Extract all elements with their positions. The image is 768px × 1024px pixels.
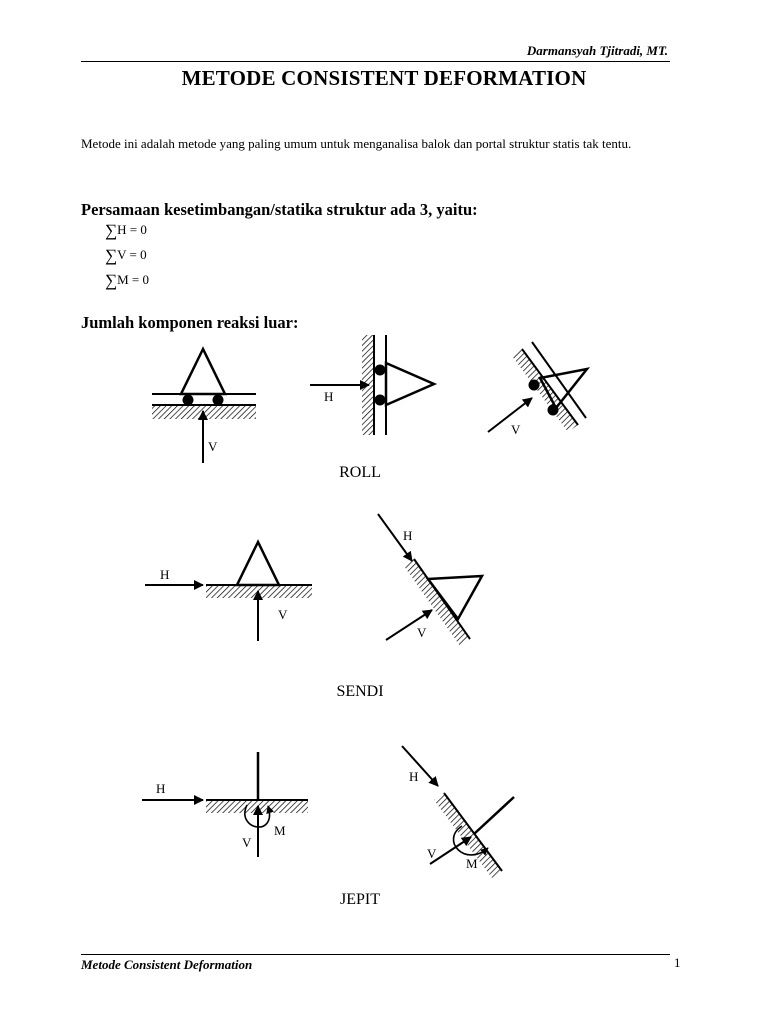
label-h: H [403, 528, 413, 543]
label-h: H [160, 567, 170, 582]
page-title: METODE CONSISTENT DEFORMATION [181, 66, 587, 90]
roll-support-vertical [310, 335, 434, 435]
pin-support-inclined [378, 514, 482, 646]
label-m: M [274, 823, 286, 838]
equation-text: V = 0 [117, 247, 147, 262]
label-v: V [511, 422, 521, 437]
label-v: V [208, 439, 218, 454]
fixed-support-horizontal [142, 752, 308, 857]
sigma-symbol: ∑ [105, 221, 118, 240]
footer-title: Metode Consistent Deformation [81, 957, 253, 972]
label-h: H [156, 781, 166, 796]
sigma-symbol: ∑ [105, 246, 118, 265]
author-name: Darmansyah Tjitradi, MT. [526, 43, 668, 58]
reactions-heading: Jumlah komponen reaksi luar: [81, 313, 299, 332]
caption-jepit: JEPIT [340, 891, 380, 908]
caption-roll: ROLL [339, 464, 381, 481]
roll-support-horizontal [152, 349, 256, 463]
label-m: M [466, 856, 478, 871]
footer-rule [81, 954, 670, 955]
equation-text: H = 0 [117, 222, 147, 237]
label-v: V [417, 625, 427, 640]
label-h: H [324, 389, 334, 404]
equilibrium-heading: Persamaan kesetimbangan/statika struktur ada 3, yaitu: [81, 200, 478, 219]
caption-sendi: SENDI [336, 683, 384, 700]
equation-text: M = 0 [117, 272, 150, 287]
roll-support-inclined [488, 342, 587, 437]
label-v: V [242, 835, 252, 850]
page-number: 1 [674, 955, 681, 970]
sigma-symbol: ∑ [105, 271, 118, 290]
label-v: V [427, 846, 437, 861]
label-v: V [278, 607, 288, 622]
label-h: H [409, 769, 419, 784]
pin-support-horizontal [145, 542, 312, 641]
intro-paragraph: Metode ini adalah metode yang paling umum untuk menganalisa balok dan portal struktur statis tak tentu. [81, 136, 632, 151]
fixed-support-inclined [402, 746, 514, 878]
